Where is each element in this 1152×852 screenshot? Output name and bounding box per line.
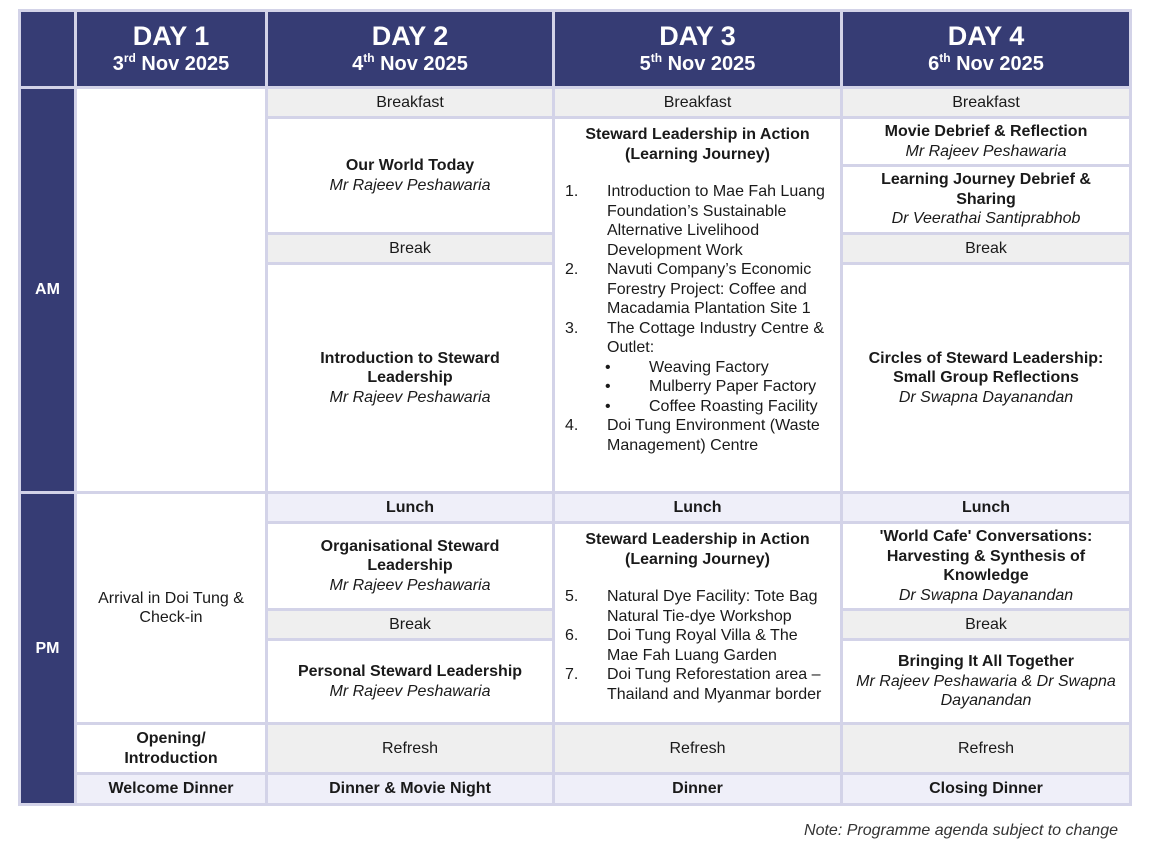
day4-label: DAY 4 xyxy=(947,21,1025,51)
day4-dinner: Closing Dinner xyxy=(843,775,1129,803)
list-item: 6. Doi Tung Royal Villa & The Mae Fah Luang Garden xyxy=(565,627,798,664)
day4-session-3-title: Circles of Steward Leadership: Small Group Reflections xyxy=(868,349,1104,387)
day2-session-2-speaker: Mr Rajeev Peshawaria xyxy=(329,388,491,406)
agenda-note: Note: Programme agenda subject to change xyxy=(804,822,1118,839)
day4-session-2 xyxy=(843,167,1129,232)
day4-break-1: Break xyxy=(843,235,1129,262)
list-item: 4. Doi Tung Environment (Waste Management) Centre xyxy=(565,417,820,454)
day3-am-journey-list xyxy=(565,182,830,455)
day2-lunch: Lunch xyxy=(268,494,552,521)
day2-break-1: Break xyxy=(268,235,552,262)
day2-break-2: Break xyxy=(268,611,552,638)
day2-session-3-title: Organisational Steward Leadership xyxy=(320,537,500,575)
am-label: AM xyxy=(21,89,74,491)
list-item: • Mulberry Paper Factory xyxy=(605,378,817,395)
day2-breakfast: Breakfast xyxy=(268,89,552,116)
day1-dinner: Welcome Dinner xyxy=(77,775,265,803)
day2-session-2-title: Introduction to Steward Leadership xyxy=(320,349,500,387)
day4-session-3-speaker: Dr Swapna Dayanandan xyxy=(898,388,1074,406)
day4-header xyxy=(843,12,1129,86)
day2-session-2 xyxy=(268,265,552,491)
day1-opening: Opening/ Introduction xyxy=(77,725,265,772)
day4-session-2-speaker: Dr Veerathai Santiprabhob xyxy=(891,210,1081,228)
list-item: • Weaving Factory xyxy=(605,358,769,376)
day3-pm-journey-title: Steward Leadership in Action (Learning Journey) xyxy=(585,531,810,568)
day3-header xyxy=(555,12,840,86)
day2-dinner: Dinner & Movie Night xyxy=(268,775,552,803)
day1-am-empty xyxy=(77,89,265,491)
day3-pm-journey-list xyxy=(565,587,830,704)
day3-pm-journey xyxy=(555,524,840,722)
day3-cottage-sublist xyxy=(565,358,830,417)
day4-lunch: Lunch xyxy=(843,494,1129,521)
list-item: 1. Introduction to Mae Fah Luang Foundation’s Sustainable Alternative Livelihood Development Work xyxy=(565,183,825,259)
day3-lunch: Lunch xyxy=(555,494,840,521)
pm-label: PM xyxy=(21,494,74,803)
day2-session-1 xyxy=(268,119,552,232)
day4-refresh: Refresh xyxy=(843,725,1129,772)
day3-refresh: Refresh xyxy=(555,725,840,772)
day3-am-journey xyxy=(555,119,840,491)
day4-session-5-speaker: Mr Rajeev Peshawaria & Dr Swapna Dayanandan xyxy=(856,672,1116,710)
list-item: 5. Natural Dye Facility: Tote Bag Natural Tie-dye Workshop xyxy=(565,588,818,625)
day2-label: DAY 2 xyxy=(371,21,449,51)
day4-session-4-title: 'World Cafe' Conversations: Harvesting & Synthesis of Knowledge xyxy=(879,528,1093,584)
day3-label: DAY 3 xyxy=(659,21,736,51)
day1-arrival: Arrival in Doi Tung & Check-in xyxy=(77,494,265,722)
day2-session-1-speaker: Mr Rajeev Peshawaria xyxy=(329,176,491,194)
day4-session-1 xyxy=(843,119,1129,164)
day4-session-2-title: Learning Journey Debrief & Sharing xyxy=(881,171,1091,208)
list-item: 7. Doi Tung Reforestation area – Thailand and Myanmar border xyxy=(565,666,822,703)
day2-refresh: Refresh xyxy=(268,725,552,772)
day2-session-3 xyxy=(268,524,552,608)
day4-session-4-speaker: Dr Swapna Dayanandan xyxy=(898,586,1074,604)
day2-header xyxy=(268,12,552,86)
day3-am-journey-title: Steward Leadership in Action (Learning Journey) xyxy=(585,126,810,163)
day4-session-4 xyxy=(843,524,1129,608)
day2-session-4 xyxy=(268,641,552,722)
day1-label: DAY 1 xyxy=(132,21,210,51)
day4-break-2: Break xyxy=(843,611,1129,638)
day2-session-4-speaker: Mr Rajeev Peshawaria xyxy=(329,682,491,700)
list-item: 2. Navuti Company’s Economic Forestry Project: Coffee and Macadamia Plantation Site 1 xyxy=(565,261,812,317)
day4-session-3 xyxy=(843,265,1129,491)
day2-date: 4th Nov 2025 xyxy=(352,51,468,75)
day4-session-5-title: Bringing It All Together xyxy=(898,653,1074,671)
list-item: 3. The Cottage Industry Centre & Outlet: • Weaving Factory • Mulberry Paper Factory • Coffee Roasting Facility xyxy=(565,319,830,417)
day4-session-1-title: Movie Debrief & Reflection xyxy=(884,123,1088,140)
day1-header xyxy=(77,12,265,86)
day4-breakfast: Breakfast xyxy=(843,89,1129,116)
list-item: • Coffee Roasting Facility xyxy=(605,397,818,415)
day2-session-3-speaker: Mr Rajeev Peshawaria xyxy=(329,576,491,594)
corner-cell xyxy=(21,12,74,86)
day3-date: 5th Nov 2025 xyxy=(639,51,756,75)
agenda-table xyxy=(18,9,1132,806)
day4-session-1-speaker: Mr Rajeev Peshawaria xyxy=(905,142,1067,160)
day3-breakfast: Breakfast xyxy=(555,89,840,116)
day3-dinner: Dinner xyxy=(555,775,840,803)
day1-date: 3rd Nov 2025 xyxy=(112,51,230,75)
day2-session-4-title: Personal Steward Leadership xyxy=(297,663,523,680)
day2-session-1-title: Our World Today xyxy=(345,157,475,174)
day4-date: 6th Nov 2025 xyxy=(928,51,1044,75)
day4-session-5 xyxy=(843,641,1129,722)
